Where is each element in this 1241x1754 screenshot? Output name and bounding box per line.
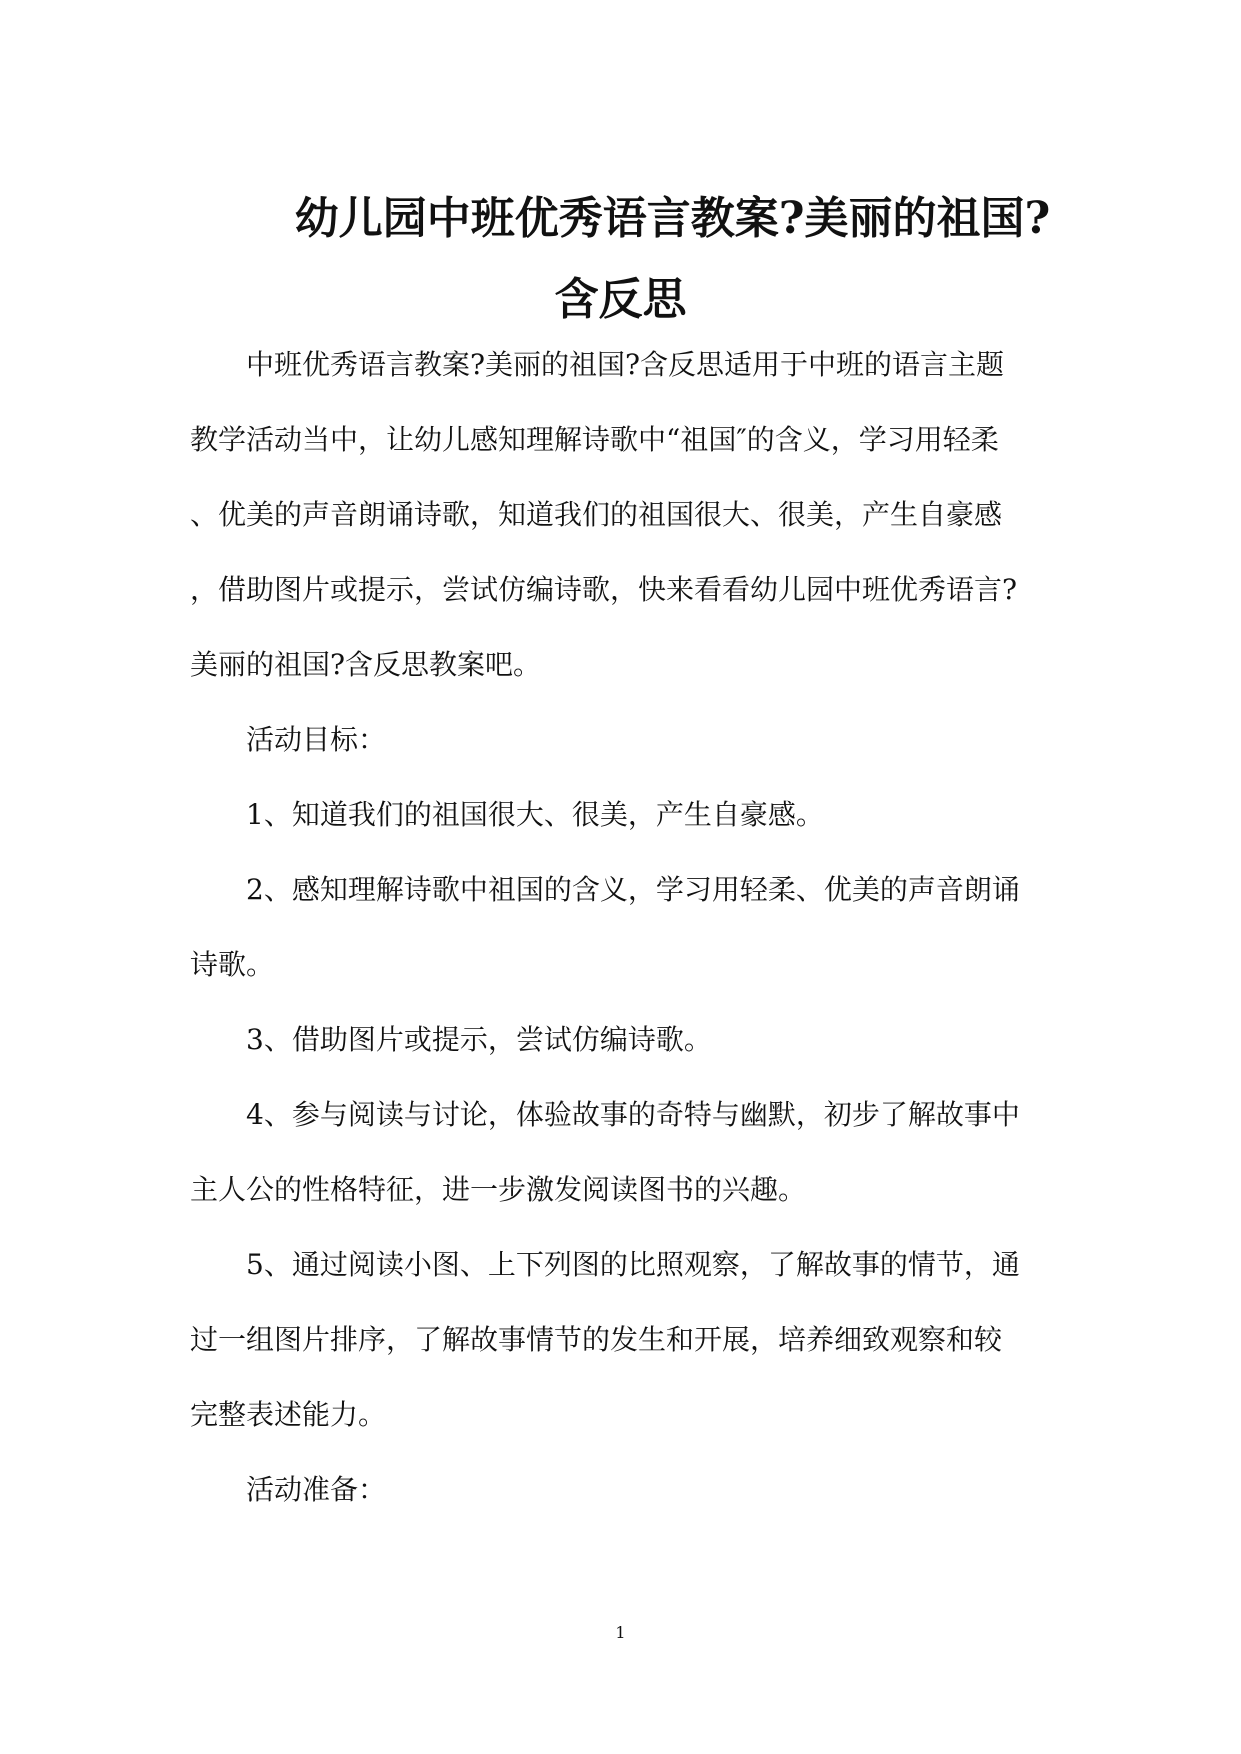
goal-item-4-line: 4、参与阅读与讨论，体验故事的奇特与幽默，初步了解故事中 [246,1098,1020,1131]
intro-line: 中班优秀语言教案?美丽的祖国?含反思适用于中班的语言主题 [246,348,1005,381]
document-title-line-2: 含反思 [554,274,687,325]
page-number: 1 [615,1623,626,1642]
goal-item-4-line: 主人公的性格特征，进一步激发阅读图书的兴趣。 [190,1173,807,1206]
goal-item-5-line: 5、通过阅读小图、上下列图的比照观察，了解故事的情节，通 [246,1248,1020,1281]
intro-line: 美丽的祖国?含反思教案吧。 [190,648,542,681]
goal-item-2-line: 诗歌。 [190,948,275,981]
prep-heading: 活动准备： [246,1473,387,1506]
intro-line: 教学活动当中，让幼儿感知理解诗歌中“祖国″的含义，学习用轻柔 [190,423,999,456]
goal-item-2-line: 2、感知理解诗歌中祖国的含义，学习用轻柔、优美的声音朗诵 [246,873,1020,906]
goals-heading: 活动目标： [246,723,387,756]
goal-item-1: 1、知道我们的祖国很大、很美，产生自豪感。 [246,798,824,831]
intro-line: 、优美的声音朗诵诗歌，知道我们的祖国很大、很美，产生自豪感 [190,498,1003,531]
goal-item-5-line: 完整表述能力。 [190,1398,387,1431]
intro-line: ，借助图片或提示，尝试仿编诗歌，快来看看幼儿园中班优秀语言? [190,573,1018,606]
document-title-line-1: 幼儿园中班优秀语言教案?美丽的祖国? [294,193,1051,245]
goal-item-3: 3、借助图片或提示，尝试仿编诗歌。 [246,1023,712,1056]
goal-item-5-line: 过一组图片排序，了解故事情节的发生和开展，培养细致观察和较 [190,1323,1003,1356]
